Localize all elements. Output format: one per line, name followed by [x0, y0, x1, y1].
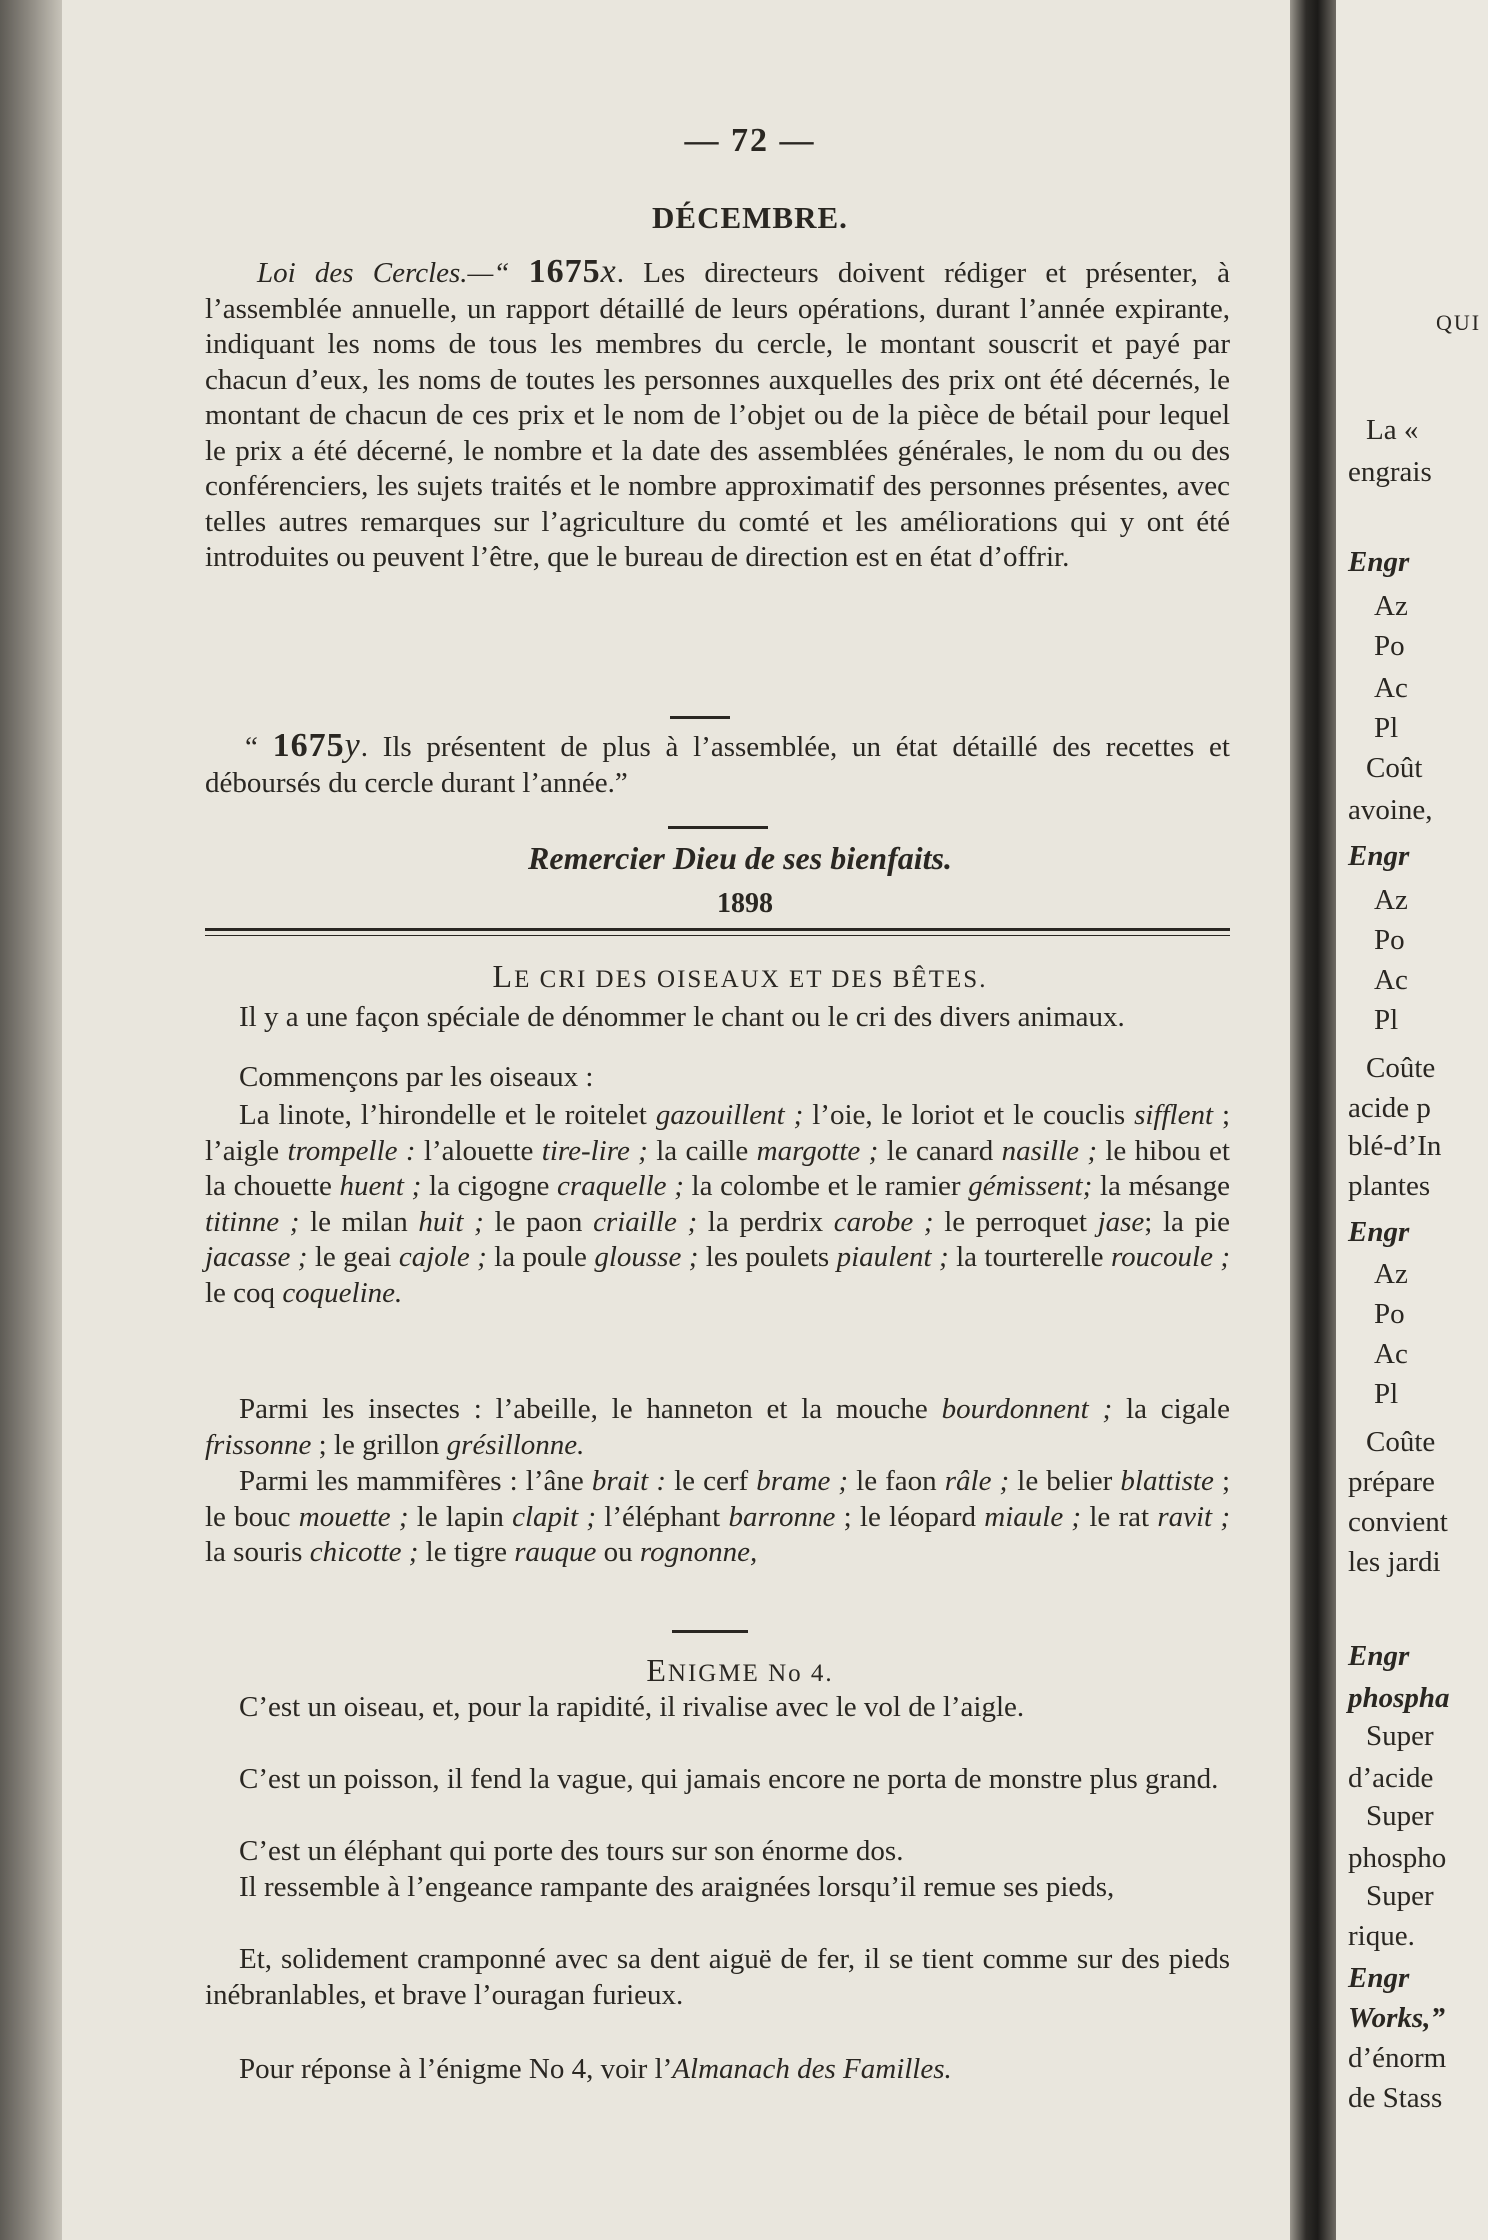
animal-cry-verb: mouette ;	[298, 1500, 409, 1533]
right-page-fragment: plantes	[1348, 1170, 1431, 1202]
text-run: la mésange	[1092, 1170, 1230, 1202]
section-heading-enigme: ENIGME No 4.	[646, 1652, 834, 1688]
right-page-fragment: Engr	[1348, 1962, 1410, 1994]
enigme-line	[205, 1762, 1230, 1798]
text-run: la cigogne	[421, 1170, 558, 1202]
right-page-fragment: avoine,	[1348, 794, 1433, 826]
text-run: ; l’aigle	[205, 1099, 1231, 1167]
right-page-fragment: phospho	[1348, 1842, 1447, 1874]
enigme-line	[205, 1942, 1230, 2013]
book-edge	[0, 0, 62, 2240]
separator	[672, 1630, 748, 1633]
animal-cry-verb: blattiste	[1120, 1465, 1214, 1497]
text-run: la tourterelle	[948, 1241, 1111, 1273]
right-page-fragment: Coût	[1366, 752, 1423, 784]
animal-cry-verb: trompelle :	[287, 1134, 416, 1167]
separator	[668, 826, 768, 829]
animal-cry-verb: barronne	[728, 1500, 836, 1533]
text-run: la perdrix	[697, 1205, 834, 1238]
enigme-line-text: C’est un poisson, il fend la vague, qui jamais encore ne porta de monstre plus grand.	[239, 1763, 1219, 1795]
animal-cry-verb: criaille ;	[593, 1205, 698, 1238]
text-run: les poulets	[698, 1241, 837, 1273]
right-page-fragment: Pl	[1374, 1378, 1399, 1410]
right-page-fragment: les jardi	[1348, 1546, 1441, 1578]
right-page-fragment: rique.	[1348, 1920, 1415, 1952]
right-page-fragment: phospha	[1348, 1682, 1450, 1714]
animal-cry-verb: glousse ;	[594, 1241, 699, 1273]
enigme-line	[205, 1834, 1230, 1870]
text-run: ; le léopard	[835, 1500, 985, 1533]
right-page-fragment: La «	[1366, 414, 1419, 446]
right-page	[1336, 0, 1488, 2240]
text-run: Parmi les insectes : l’abeille, le hanneton et la mouche	[239, 1393, 942, 1425]
right-page-fragment: Ac	[1374, 964, 1408, 996]
right-page-fragment: Po	[1374, 1298, 1405, 1330]
text-run: la colombe et le ramier	[683, 1170, 969, 1202]
animal-cry-verb: brame ;	[756, 1465, 849, 1497]
animal-cry-verb: bourdonnent ;	[941, 1393, 1113, 1425]
article-number: 1675	[272, 727, 345, 764]
section-heading-cris: LE CRI DES OISEAUX ET DES BÊTES.	[492, 958, 988, 994]
animal-cry-verb: carobe ;	[833, 1205, 934, 1238]
text-run: le perroquet	[933, 1205, 1098, 1238]
text-run: le canard	[878, 1134, 1002, 1167]
animal-cry-verb: roucoule ;	[1110, 1241, 1231, 1273]
text-run: le belier	[1009, 1465, 1121, 1497]
text-run: le geai	[307, 1241, 399, 1273]
text-run: le lapin	[408, 1500, 513, 1533]
animal-cry-verb: sifflent	[1134, 1099, 1214, 1131]
animal-cry-verb: clapit ;	[512, 1500, 597, 1533]
right-page-fragment: de Stass	[1348, 2082, 1443, 2114]
text-run: l’éléphant	[596, 1500, 729, 1533]
law-paragraph-1675y: “ 1675y. Ils présentent de plus à l’assemblée, un état détaillé des recettes et déboursés du cercle durant l’année.”	[205, 727, 1230, 799]
right-page-fragment: Az	[1374, 884, 1408, 916]
animal-cry-verb: jacasse ;	[205, 1241, 308, 1273]
book-gutter	[1290, 0, 1336, 2240]
animal-cry-verb: huent ;	[339, 1170, 422, 1202]
text-run: le milan	[299, 1205, 419, 1238]
enigme-line-text: Et, solidement cramponné avec sa dent aiguë de fer, il se tient comme sur des pieds inébranlables, et brave l’ouragan furieux.	[205, 1943, 1230, 2011]
right-page-fragment: Super	[1366, 1720, 1434, 1752]
mammals-paragraph	[205, 1464, 1230, 1571]
right-page-fragment: Engr	[1348, 1216, 1410, 1248]
right-page-fragment: Az	[1374, 590, 1408, 622]
animal-cry-verb: grésillonne.	[446, 1428, 585, 1461]
right-page-fragment: d’acide	[1348, 1762, 1434, 1794]
text-run: le hibou et la chouette	[205, 1134, 1230, 1202]
law-text: Ils présentent de plus à l’assemblée, un état détaillé des recettes et déboursés du cercle durant l’année.”	[205, 731, 1230, 799]
animal-cry-verb: frissonne	[205, 1428, 312, 1461]
insects-paragraph	[205, 1392, 1230, 1463]
enigme-line	[205, 1690, 1230, 1726]
animal-cry-verb: ravit ;	[1157, 1500, 1230, 1533]
separator	[670, 716, 730, 719]
animal-cry-verb: miaule ;	[984, 1500, 1082, 1533]
law-title: Loi des Cercles.—“	[257, 257, 510, 289]
animal-cry-verb: piaulent ;	[836, 1241, 949, 1273]
right-page-fragment: Pl	[1374, 1004, 1399, 1036]
animal-cry-verb: cajole ;	[398, 1241, 487, 1273]
animal-cry-verb: gazouillent ;	[655, 1099, 804, 1131]
animal-cry-verb: tire-lire ;	[541, 1134, 648, 1167]
right-page-fragment: Pl	[1374, 712, 1399, 744]
text-run: La linote, l’hirondelle et le roitelet	[239, 1099, 656, 1131]
text-run: le tigre	[418, 1536, 515, 1568]
text-run: l’alouette	[415, 1134, 542, 1167]
right-page-fragment: Engr	[1348, 1640, 1410, 1672]
enigme-line	[205, 1870, 1230, 1906]
text-run: la poule	[486, 1241, 595, 1273]
text-run: ou	[596, 1536, 640, 1568]
motto: Remercier Dieu de ses bienfaits.	[528, 840, 952, 876]
right-page-fragment: Ac	[1374, 1338, 1408, 1370]
animal-cry-verb: huit ;	[418, 1205, 484, 1238]
right-page-fragment: Coûte	[1366, 1426, 1436, 1458]
text-run: le cerf	[665, 1465, 757, 1497]
animal-cry-verb: rognonne,	[639, 1536, 758, 1568]
animal-cry-verb: jase	[1097, 1205, 1145, 1238]
enigme-line-text: C’est un éléphant qui porte des tours sur son énorme dos.	[239, 1835, 904, 1867]
right-page-fragment: acide p	[1348, 1092, 1431, 1124]
article-number: 1675	[528, 253, 601, 290]
enigme-line-text: C’est un oiseau, et, pour la rapidité, il rivalise avec le vol de l’aigle.	[239, 1691, 1025, 1723]
birds-intro: Commençons par les oiseaux :	[239, 1061, 594, 1093]
right-page-fragment: blé-d’In	[1348, 1130, 1442, 1162]
animal-cry-verb: chicotte ;	[309, 1536, 419, 1568]
double-rule	[205, 928, 1230, 936]
text-run: le coq	[205, 1276, 283, 1309]
right-page-fragment: convient	[1348, 1506, 1448, 1538]
right-page-fragment: QUI	[1436, 310, 1482, 335]
text-run: le paon	[483, 1205, 594, 1238]
birds-paragraph	[205, 1098, 1230, 1311]
right-page-fragment: Po	[1374, 630, 1405, 662]
right-page-fragment: Engr	[1348, 546, 1410, 578]
animal-cry-verb: coqueline.	[282, 1276, 403, 1309]
animal-cry-verb: titinne ;	[205, 1205, 300, 1238]
right-page-fragment: engrais	[1348, 456, 1432, 488]
text-run: ; le grillon	[311, 1428, 447, 1461]
animal-cry-verb: margotte ;	[756, 1134, 879, 1167]
animal-cry-verb: craquelle ;	[557, 1170, 684, 1202]
animal-cry-verb: brait :	[591, 1465, 666, 1497]
text-run: la cigale	[1112, 1393, 1230, 1425]
animal-cry-verb: rauque	[514, 1536, 597, 1568]
enigme-answer: Pour réponse à l’énigme No 4, voir l’Almanach des Familles.	[239, 2053, 952, 2085]
right-page-fragment: Coûte	[1366, 1052, 1436, 1084]
animal-cry-verb: nasille ;	[1001, 1134, 1097, 1167]
text-run: le rat	[1081, 1500, 1158, 1533]
text-run: ; la pie	[1144, 1205, 1231, 1238]
right-page-fragment: Ac	[1374, 672, 1408, 704]
month-heading: DÉCEMBRE.	[652, 200, 848, 235]
right-page-fragment: prépare	[1348, 1466, 1435, 1498]
right-page-fragment: d’énorm	[1348, 2042, 1447, 2074]
text-run: la souris	[205, 1536, 310, 1568]
right-page-fragment: Super	[1366, 1880, 1434, 1912]
right-page-fragment: Az	[1374, 1258, 1408, 1290]
animal-cry-verb: gémissent;	[968, 1170, 1093, 1202]
text-run: ; le bouc	[205, 1465, 1230, 1533]
right-page-fragment: Works,”	[1348, 2002, 1445, 2034]
text-run: Parmi les mammifères : l’âne	[239, 1465, 592, 1497]
enigme-line-text: Il ressemble à l’engeance rampante des araignées lorsqu’il remue ses pieds,	[239, 1871, 1115, 1903]
intro-paragraph: Il y a une façon spéciale de dénommer le chant ou le cri des divers animaux.	[239, 1001, 1125, 1033]
page-number: — 72 —	[684, 122, 816, 159]
text-run: l’oie, le loriot et le couclis	[803, 1099, 1135, 1131]
animal-cry-verb: râle ;	[944, 1465, 1010, 1497]
law-paragraph-1675x: Loi des Cercles.—“ 1675x. Les directeurs doivent rédiger et présenter, à l’assemblée annuelle, un rapport détaillé de leurs opérations, durant l’année expirante, indiquant les noms de tous les membres du cercle, le montant souscrit et payé par chacun d’eux, les noms de toutes les personnes auxquelles des prix ont été décernés, le montant de chacun de ces prix et le nom de l’objet ou de la pièce de bétail pour lequel le prix a été décerné, le nombre et la date des assemblées générales, le nom du ou des conférenciers, les sujets traités et le nombre approximatif des personnes présentes, avec telles autres remarques sur l’agriculture du comté et les améliorations qui y ont été introduites ou peuvent l’être, que le bureau de direction est en état d’offrir.	[205, 253, 1230, 573]
right-page-fragment: Po	[1374, 924, 1405, 956]
text-run: le faon	[848, 1465, 945, 1497]
right-page-fragment: Super	[1366, 1800, 1434, 1832]
year: 1898	[717, 888, 773, 919]
law-text: Les directeurs doivent rédiger et présenter, à l’assemblée annuelle, un rapport détaillé de leurs opérations, durant l’année expirante, indiquant les noms de tous les membres du cercle, le montant souscrit et payé par chacun d’eux, les noms de toutes les personnes auxquelles des prix ont été décernés, le montant de chacun de ces prix et le nom de l’objet ou de la pièce de bétail pour lequel le prix a été décerné, le nombre et la date des assemblées générales, le nom du ou des conférenciers, les sujets traités et le nombre approximatif des personnes présentes, avec telles autres remarques sur l’agriculture du comté et les améliorations qui y ont été introduites ou peuvent l’être, que le bureau de direction est en état d’offrir.	[205, 257, 1230, 573]
text-run: la caille	[647, 1134, 757, 1167]
right-page-fragment: Engr	[1348, 840, 1410, 872]
